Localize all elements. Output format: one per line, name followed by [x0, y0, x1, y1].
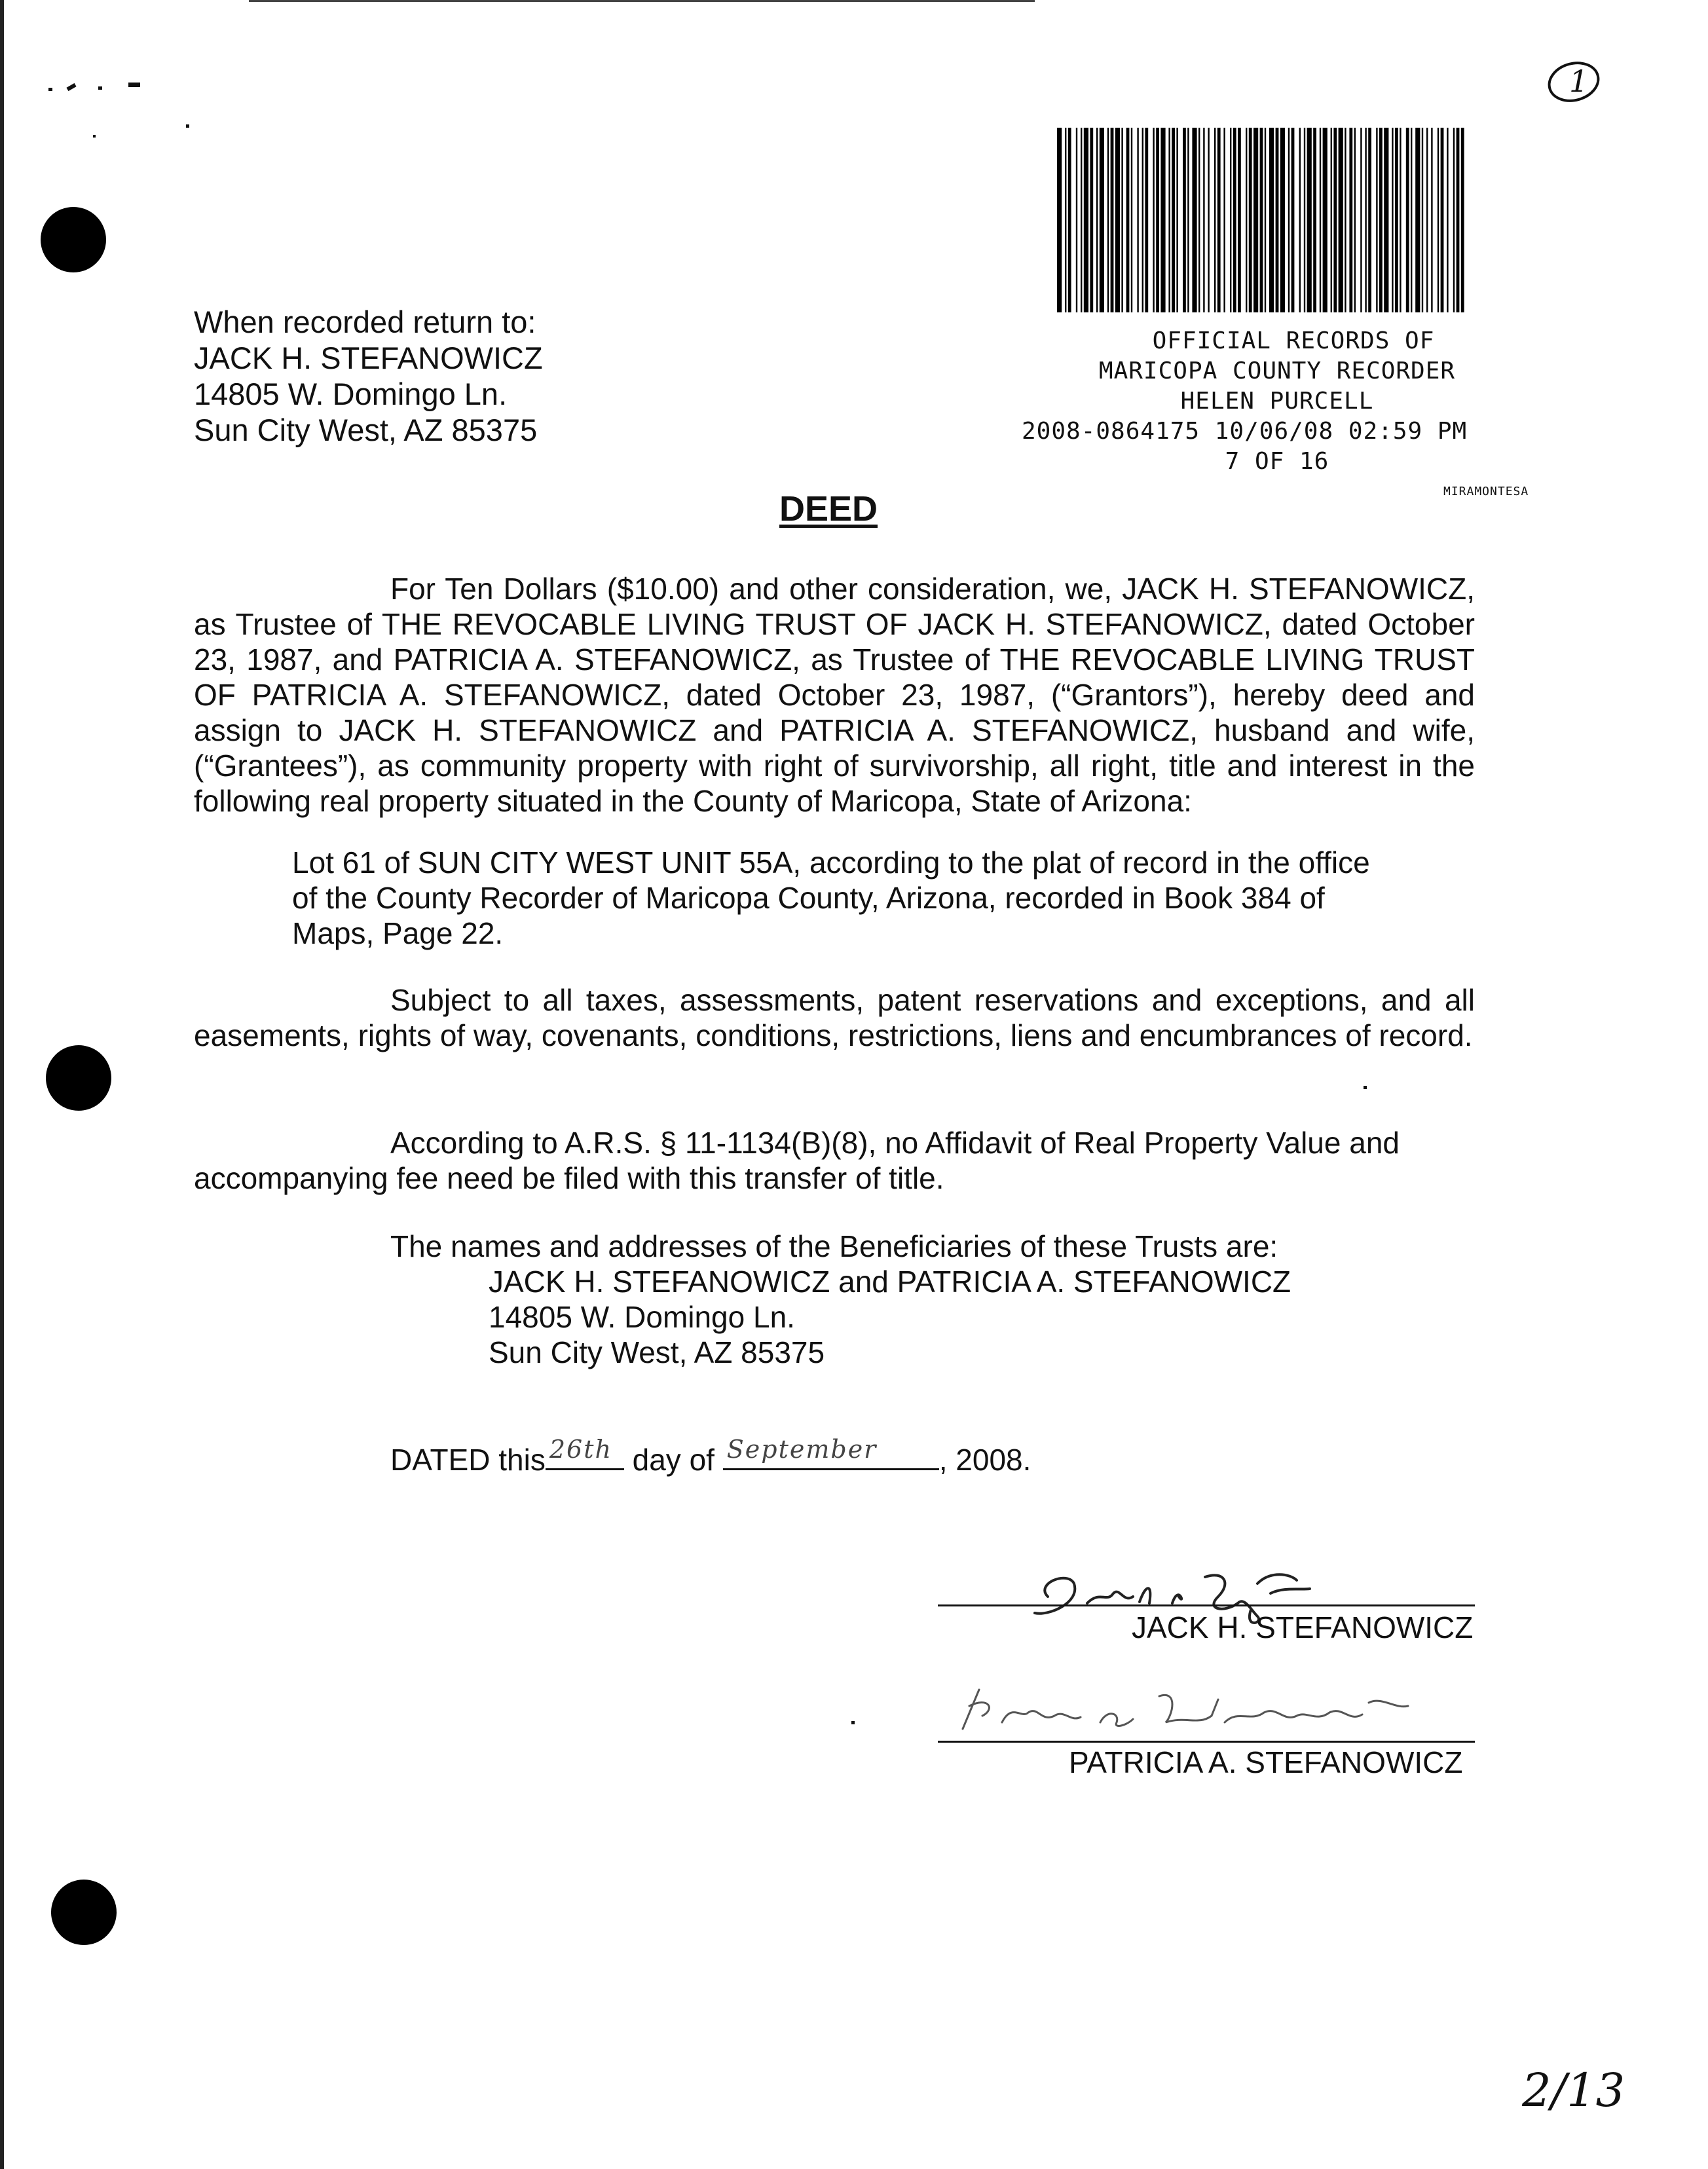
barcode-bar — [1065, 128, 1066, 312]
barcode-bar — [1111, 128, 1114, 312]
affidavit-text: According to A.R.S. § 11-1134(B)(8), no Affidavit of Real Property Value and accompanying fee need be filed with this transfer of title. — [194, 1126, 1400, 1195]
barcode-bar — [1081, 128, 1082, 312]
handwritten-page-count — [1518, 2050, 1625, 2128]
handwritten-page-number-circled — [1544, 59, 1603, 105]
punch-hole-middle — [46, 1045, 111, 1111]
barcode-bar — [1438, 128, 1439, 312]
barcode-bar — [1441, 128, 1444, 312]
scan-speck — [186, 124, 189, 128]
barcode-bar — [1415, 128, 1420, 312]
signer-2-name: PATRICIA A. STEFANOWICZ — [1069, 1745, 1463, 1779]
barcode-bar — [1265, 128, 1266, 312]
signature-line-1 — [938, 1604, 1475, 1606]
barcode-bar — [1288, 128, 1290, 312]
barcode-bar — [1230, 128, 1231, 312]
barcode-bar — [1156, 128, 1159, 312]
barcode-bar — [1168, 128, 1170, 312]
barcode-bar — [1379, 128, 1383, 312]
barcode-bar — [1238, 128, 1241, 312]
barcode-bar — [1304, 128, 1305, 312]
barcode-bar — [1084, 128, 1088, 312]
barcode-bar — [1176, 128, 1178, 312]
page-mark-text: 2/13 — [1522, 2064, 1625, 2117]
stamp-line-1: OFFICIAL RECORDS OF — [1152, 327, 1435, 354]
barcode-bar — [1217, 128, 1221, 312]
month-handwritten: September — [726, 1435, 878, 1464]
stamp-clerk-id: MIRAMONTESA — [1443, 485, 1529, 498]
barcode-bar — [1453, 128, 1455, 312]
stamp-line-3: HELEN PURCELL — [1180, 388, 1374, 415]
barcode-bar — [1100, 128, 1104, 312]
month-blank — [723, 1435, 939, 1470]
barcode-bar — [1339, 128, 1343, 312]
barcode-bar — [1269, 128, 1274, 312]
barcode-bar — [1115, 128, 1120, 312]
barcode-bar — [1153, 128, 1154, 312]
punch-hole-top — [41, 207, 106, 272]
barcode-bar — [1320, 128, 1321, 312]
barcode-bar — [1107, 128, 1109, 312]
legal-line-3: Maps, Page 22. — [292, 916, 504, 950]
barcode-bar — [1368, 128, 1371, 312]
stamp-line-2: MARICOPA COUNTY RECORDER — [1098, 358, 1456, 384]
dated-line — [390, 1435, 1031, 1477]
signature-line-2 — [938, 1741, 1475, 1743]
barcode-bar — [1411, 128, 1412, 312]
barcode-bar — [1198, 128, 1200, 312]
barcode-bar — [1447, 128, 1448, 312]
affidavit-paragraph — [194, 1125, 1475, 1196]
grant-paragraph — [194, 571, 1475, 819]
barcode-bar — [1137, 128, 1138, 312]
scan-speck — [98, 86, 102, 90]
beneficiaries-city: Sun City West, AZ 85375 — [489, 1335, 825, 1369]
barcode-bar — [1203, 128, 1204, 312]
barcode-bar — [1307, 128, 1312, 312]
barcode-bar — [1214, 128, 1216, 312]
barcode-bar — [1422, 128, 1423, 312]
barcode-bar — [1395, 128, 1398, 312]
scan-edge-line — [249, 0, 1035, 2]
barcode-bar — [1145, 128, 1148, 312]
dated-prefix: DATED this — [390, 1443, 546, 1477]
punch-hole-bottom — [51, 1880, 117, 1945]
barcode-bar — [1400, 128, 1401, 312]
dated-middle: day of — [632, 1443, 715, 1477]
return-address-block — [194, 304, 543, 448]
signer-1-name: JACK H. STEFANOWICZ — [1132, 1610, 1474, 1644]
recording-barcode — [1056, 128, 1467, 312]
grant-text: For Ten Dollars ($10.00) and other consideration, we, JACK H. STEFANOWICZ, as Trustee of THE REVOCABLE LIVING TRUST OF JACK H. STEFANOWICZ, dated October 23, 1987, and PATRICIA A. STEFANOWICZ, as Trustee of THE REVOCABLE LIVING TRUST OF PATRICIA A. STEFANOWICZ, dated October 23, 1987, (“Grantors”), hereby deed and assign to JACK H. STEFANOWICZ and PATRICIA A. STEFANOWICZ, husband and wife, (“Grantees”), as community property with right of survivorship, all right, title and interest in the following real property situated in the County of Maricopa, State of Arizona: — [194, 572, 1475, 818]
barcode-bar — [1384, 128, 1388, 312]
scan-speck — [93, 135, 96, 138]
scan-left-edge — [0, 0, 4, 2169]
barcode-bar — [1299, 128, 1301, 312]
scan-speck — [1364, 1086, 1367, 1089]
barcode-bar — [1406, 128, 1409, 312]
barcode-bar — [1365, 128, 1366, 312]
barcode-bar — [1253, 128, 1258, 312]
barcode-bar — [1276, 128, 1279, 312]
return-street: 14805 W. Domingo Ln. — [194, 377, 508, 411]
stamp-line-5: 7 OF 16 — [1225, 448, 1329, 475]
scan-speck — [128, 83, 140, 87]
return-city: Sun City West, AZ 85375 — [194, 413, 538, 447]
barcode-bar — [1457, 128, 1460, 312]
barcode-bar — [1121, 128, 1123, 312]
barcode-bar — [1333, 128, 1337, 312]
barcode-bar — [1208, 128, 1209, 312]
stamp-line-4: 2008-0864175 10/06/08 02:59 PM — [1022, 418, 1468, 445]
barcode-bar — [1376, 128, 1377, 312]
signature-patricia — [950, 1677, 1434, 1735]
scan-speck — [66, 83, 76, 91]
barcode-bar — [1057, 128, 1062, 312]
return-name: JACK H. STEFANOWICZ — [194, 341, 543, 375]
subject-to-text: Subject to all taxes, assessments, patent reservations and exceptions, and all easements, rights of way, covenants, conditions, restrictions, liens and encumbrances of record. — [194, 983, 1475, 1052]
barcode-bar — [1183, 128, 1186, 312]
barcode-bar — [1260, 128, 1263, 312]
corner-mark-text: 1 — [1569, 64, 1589, 99]
barcode-bar — [1345, 128, 1346, 312]
barcode-bar — [1249, 128, 1252, 312]
barcode-bar — [1160, 128, 1165, 312]
beneficiaries-intro: The names and addresses of the Beneficiaries of these Trusts are: — [390, 1229, 1278, 1263]
document-title: DEED — [779, 489, 878, 528]
barcode-bar — [1354, 128, 1356, 312]
barcode-bar — [1323, 128, 1327, 312]
barcode-bar — [1131, 128, 1132, 312]
legal-line-1: Lot 61 of SUN CITY WEST UNIT 55A, according to the plat of record in the office — [292, 845, 1370, 880]
barcode-bar — [1280, 128, 1285, 312]
barcode-bar — [1187, 128, 1189, 312]
beneficiaries-names: JACK H. STEFANOWICZ and PATRICIA A. STEFANOWICZ — [489, 1265, 1291, 1299]
scan-speck — [851, 1721, 855, 1724]
barcode-bar — [1246, 128, 1247, 312]
barcode-bar — [1233, 128, 1236, 312]
barcode-bar — [1331, 128, 1332, 312]
legal-description — [292, 845, 1405, 951]
barcode-bar — [1223, 128, 1225, 312]
barcode-bar — [1426, 128, 1428, 312]
scan-speck — [48, 88, 52, 91]
barcode-bar — [1096, 128, 1098, 312]
return-label: When recorded return to: — [194, 305, 536, 339]
barcode-bar — [1313, 128, 1316, 312]
barcode-bar — [1392, 128, 1393, 312]
barcode-bar — [1192, 128, 1197, 312]
barcode-bar — [1360, 128, 1362, 312]
legal-line-2: of the County Recorder of Maricopa County, Arizona, recorded in Book 384 of — [292, 881, 1325, 915]
day-blank — [546, 1435, 624, 1470]
barcode-bar — [1126, 128, 1130, 312]
dated-suffix: , 2008. — [938, 1443, 1031, 1477]
barcode-bar — [1291, 128, 1295, 312]
recording-stamp — [1009, 326, 1546, 477]
barcode-bar — [1431, 128, 1432, 312]
barcode-bar — [1068, 128, 1071, 312]
barcode-bar — [1172, 128, 1175, 312]
barcode-bar — [1349, 128, 1352, 312]
beneficiaries-block — [390, 1229, 1291, 1370]
beneficiaries-street: 14805 W. Domingo Ln. — [489, 1300, 795, 1334]
subject-to-paragraph — [194, 982, 1475, 1053]
day-handwritten: 26th — [549, 1435, 612, 1464]
barcode-bar — [1461, 128, 1464, 312]
barcode-bar — [1090, 128, 1093, 312]
barcode-bar — [1076, 128, 1077, 312]
barcode-bar — [1142, 128, 1143, 312]
